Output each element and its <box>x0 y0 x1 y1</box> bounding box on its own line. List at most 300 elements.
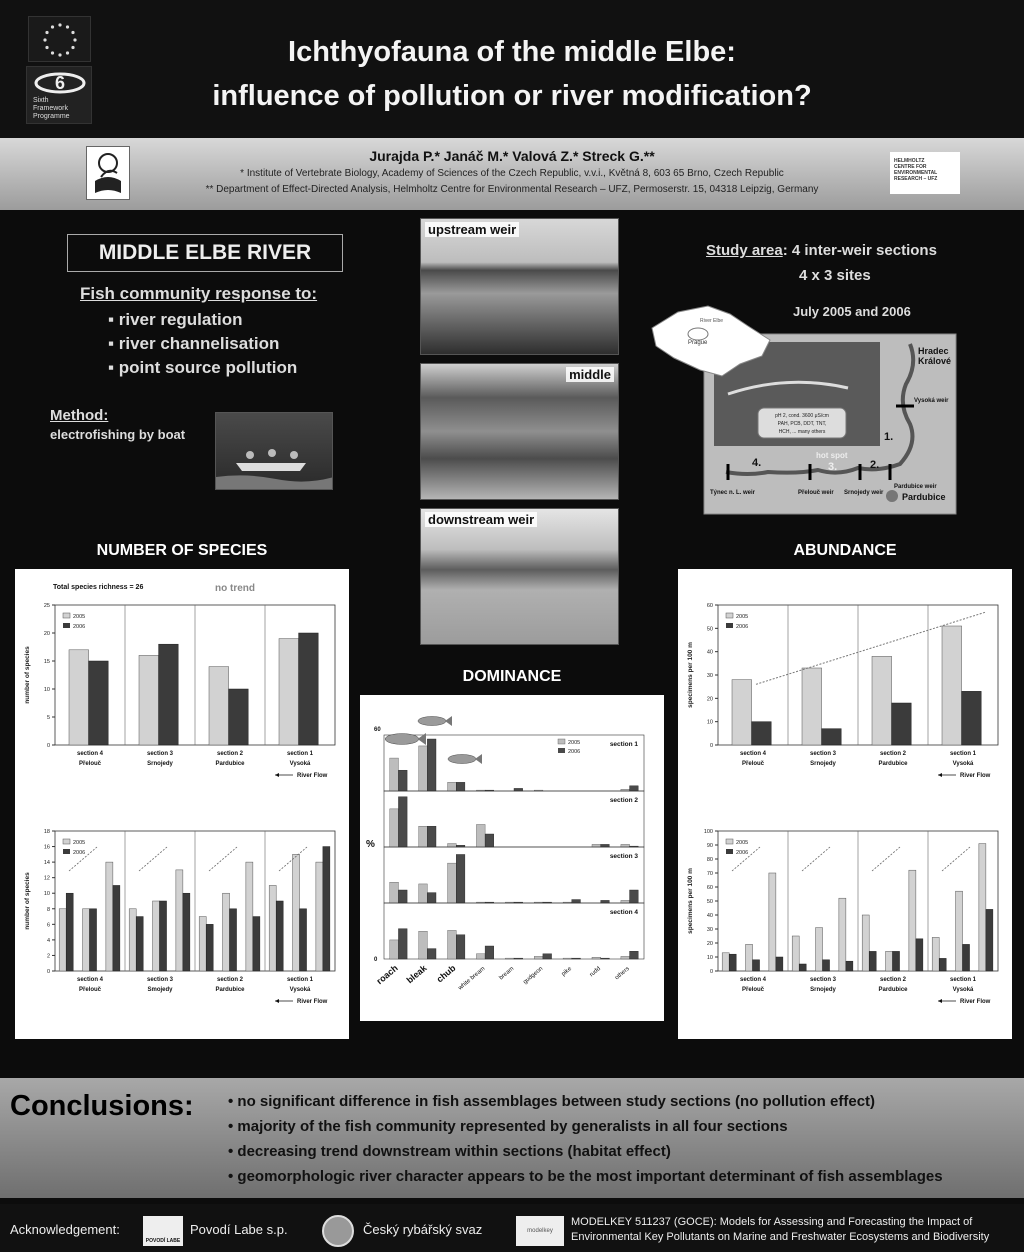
institute-logo <box>86 146 130 200</box>
dominance-chart-svg <box>360 695 664 1021</box>
fp6-text-3: Programme <box>33 113 70 120</box>
species-bottom-category-label: section 4 <box>76 977 104 983</box>
abundance-bottom-bar-2005 <box>816 928 823 971</box>
species-bottom-bar-2006 <box>183 893 190 971</box>
helmholtz-text-1: HELMHOLTZ <box>894 158 925 164</box>
study-area-heading: Study area <box>706 242 783 259</box>
abundance-bottom-ylabel: specimens per 100 m <box>687 868 694 934</box>
abundance-bottom-ytick-label: 80 <box>706 857 713 863</box>
acknowledgement-label: Acknowledgement: <box>10 1222 120 1237</box>
dominance-bar-2006 <box>456 935 465 959</box>
species-top-category-label: section 1 <box>286 751 314 757</box>
species-bottom-sublabel: Vysoká <box>289 987 311 993</box>
dominance-panel-label: section 1 <box>609 741 638 748</box>
eu-star <box>43 38 46 41</box>
abundance-bottom-bar-2006 <box>916 939 923 971</box>
eu-star <box>66 25 69 28</box>
abundance-top-bar-2006 <box>752 722 772 745</box>
species-bottom-flow-arrowhead <box>275 999 279 1003</box>
dominance-legend-2005: 2005 <box>568 740 581 746</box>
svaz-logo <box>322 1215 354 1247</box>
dominance-category-label: bleak <box>404 962 429 986</box>
species-top-bar-2006 <box>89 661 109 745</box>
species-charts-svg <box>15 569 349 1039</box>
dominance-panel-label: section 2 <box>609 797 638 804</box>
dominance-bar-2006 <box>543 954 552 959</box>
modelkey-logo <box>516 1216 564 1246</box>
species-bottom-ytick-label: 0 <box>46 969 50 975</box>
dominance-heading: DOMINANCE <box>462 668 562 685</box>
dominance-bar-2006 <box>398 770 407 791</box>
dominance-legend-2006: 2006 <box>568 749 581 755</box>
abundance-top-category-label: section 1 <box>949 751 977 757</box>
dominance-bar-2006 <box>572 900 581 903</box>
abundance-bottom-category-label: section 4 <box>739 977 767 983</box>
abundance-top-ytick-label: 50 <box>706 626 713 633</box>
modelkey-text <box>571 1215 989 1245</box>
dominance-bar-2005 <box>534 956 543 959</box>
species-bottom-bar-2005 <box>246 862 253 971</box>
study-sites: 4 x 3 sites <box>799 267 871 284</box>
species-bottom-bar-2005 <box>316 862 323 971</box>
species-top-bar-2005 <box>279 639 299 745</box>
species-bottom-bar-2005 <box>153 901 160 971</box>
dominance-bar-2006 <box>601 900 610 903</box>
species-bottom-legend-2006: 2006 <box>73 850 86 856</box>
abundance-bottom-bar-2006 <box>986 909 993 971</box>
povodi-logo <box>143 1216 183 1246</box>
upstream-weir-label: upstream weir <box>425 222 519 237</box>
downstream-weir-label: downstream weir <box>425 512 537 527</box>
abundance-top-sublabel: Vysoká <box>952 761 974 767</box>
dominance-bar-2006 <box>427 893 436 903</box>
abundance-heading: ABUNDANCE <box>793 542 897 559</box>
species-bottom-ytick-label: 18 <box>43 829 50 835</box>
authors-band <box>0 138 1024 210</box>
species-bottom-bar-2005 <box>83 909 90 971</box>
species-no-trend: no trend <box>215 583 255 594</box>
species-bottom-legend-swatch-2006 <box>63 849 70 854</box>
abundance-bottom-ytick-label: 20 <box>706 941 713 947</box>
abundance-bottom-bar-2005 <box>909 870 916 971</box>
map-pollution-note-3: HCH, ... many others <box>778 429 826 435</box>
abundance-bottom-legend-2006: 2006 <box>736 850 749 856</box>
species-bottom-sublabel: Pardubice <box>215 987 245 993</box>
dominance-bar-2005 <box>390 758 399 791</box>
abundance-bottom-trend-arrow <box>872 847 900 871</box>
abundance-bottom-category-label: section 3 <box>809 977 837 983</box>
species-top-sublabel: Přelouč <box>78 761 102 767</box>
eu-star <box>51 51 54 54</box>
dominance-bar-2005 <box>476 824 485 847</box>
middle-photo <box>420 363 619 500</box>
dominance-bar-2005 <box>448 930 457 959</box>
map-section-4: 4. <box>752 457 762 469</box>
species-top-ytick-label: 25 <box>43 603 50 609</box>
species-bottom-ytick-label: 14 <box>43 860 50 867</box>
response-item-2: ▪ river channelisation <box>108 334 280 353</box>
species-top-ytick-label: 10 <box>43 687 50 693</box>
abundance-bottom-bar-2006 <box>753 960 760 971</box>
helmholtz-text-3: ENVIRONMENTAL <box>894 170 938 176</box>
poster-title <box>120 30 904 118</box>
species-bottom-legend-swatch-2005 <box>63 839 70 844</box>
species-top-bar-2006 <box>159 644 179 745</box>
helmholtz-text-2: CENTRE FOR <box>894 164 927 170</box>
number-of-species-heading: NUMBER OF SPECIES <box>96 542 268 559</box>
eu-star <box>45 31 48 34</box>
fp6-swirl-icon <box>33 71 87 95</box>
dominance-bar-2006 <box>456 782 465 791</box>
species-bottom-sublabel: Smojedy <box>147 987 173 993</box>
dominance-ylabel: % <box>366 839 375 850</box>
modelkey-logo-text: modelkey <box>527 1228 553 1234</box>
fp6-text-1: Sixth <box>33 97 49 104</box>
abundance-bottom-bar-2006 <box>776 957 783 971</box>
abundance-top-legend-2005: 2005 <box>736 614 749 620</box>
species-top-ytick-label: 20 <box>43 631 50 637</box>
species-bottom-ytick-label: 4 <box>46 937 50 944</box>
dominance-bar-2005 <box>476 954 485 959</box>
abundance-panel <box>678 569 1012 1039</box>
abundance-bottom-bar-2005 <box>956 891 963 971</box>
abundance-top-flow-label: River Flow <box>960 773 991 779</box>
abundance-bottom-bar-2006 <box>939 958 946 971</box>
species-top-bar-2006 <box>299 633 319 745</box>
abundance-bottom-ytick-label: 50 <box>706 899 713 905</box>
dominance-bar-2005 <box>448 844 457 847</box>
eu-stars-icon <box>29 17 92 63</box>
abundance-bottom-bar-2005 <box>932 937 939 971</box>
species-bottom-bar-2005 <box>199 917 206 971</box>
dominance-bar-2006 <box>398 929 407 959</box>
response-heading: Fish community response to: <box>80 284 318 303</box>
abundance-bottom-flow-label: River Flow <box>960 999 991 1005</box>
dominance-bar-2006 <box>427 826 436 847</box>
abundance-bottom-bar-2006 <box>846 961 853 971</box>
abundance-bottom-ytick-label: 70 <box>706 871 713 877</box>
study-area-text: : 4 inter-weir sections <box>782 242 937 259</box>
abundance-bottom-sublabel: Srnojedy <box>810 987 836 993</box>
dominance-bar-2006 <box>630 890 639 903</box>
species-bottom-ylabel: number of species <box>24 872 31 930</box>
species-bottom-bar-2005 <box>269 885 276 971</box>
electrofishing-photo <box>215 412 333 490</box>
boat-icon <box>216 413 333 490</box>
abundance-bottom-bar-2006 <box>823 960 830 971</box>
dominance-bar-2006 <box>572 958 581 959</box>
dominance-bar-2005 <box>419 931 428 959</box>
povodi-logo-text: POVODÍ LABE <box>145 1238 181 1244</box>
species-top-bar-2005 <box>139 655 159 745</box>
helmholtz-text-4: RESEARCH – UFZ <box>894 176 938 182</box>
map-hot-spot: hot spot <box>816 451 848 460</box>
abundance-bottom-bar-2006 <box>869 951 876 971</box>
map-tynec: Týnec n. L. weir <box>710 490 756 496</box>
species-bottom-bar-2006 <box>230 909 237 971</box>
dominance-ymin-label: 0 <box>374 957 378 963</box>
abundance-top-category-label: section 2 <box>879 751 907 757</box>
species-bottom-ytick-label: 16 <box>43 844 50 851</box>
abundance-top-ytick-label: 20 <box>706 696 713 703</box>
species-bottom-sublabel: Přelouč <box>78 987 102 993</box>
abundance-bottom-sublabel: Přelouč <box>741 987 765 993</box>
map-srnojedy: Srnojedy weir <box>844 490 884 496</box>
species-top-category-label: section 3 <box>146 751 174 757</box>
affiliation-2: ** Department of Effect-Directed Analysis, Helmholtz Centre for Environmental Research – UFZ, Permoserstr. 15, 04318 Leipzig, Germany <box>205 184 819 195</box>
species-top-category-label: section 4 <box>76 751 104 757</box>
species-bottom-bar-2005 <box>223 893 230 971</box>
species-bottom-bar-2005 <box>129 909 136 971</box>
dominance-panel <box>360 695 664 1021</box>
middle-elbe-box: MIDDLE ELBE RIVER <box>67 234 343 272</box>
bleak-fish-icon <box>418 717 446 726</box>
species-bottom-bar-2006 <box>66 893 73 971</box>
study-map-svg <box>648 304 958 516</box>
modelkey-line-1: MODELKEY 511237 (GOCE): Models for Assessing and Forecasting the Impact of <box>571 1216 973 1228</box>
dominance-bar-2006 <box>398 797 407 847</box>
species-bottom-bar-2006 <box>276 901 283 971</box>
species-bottom-ytick-label: 10 <box>43 891 50 898</box>
species-bottom-category-label: section 1 <box>286 977 314 983</box>
dominance-panel-label: section 3 <box>609 853 638 860</box>
abundance-top-bar-2006 <box>892 703 912 745</box>
abundance-bottom-category-label: section 1 <box>949 977 977 983</box>
study-date: July 2005 and 2006 <box>793 304 911 319</box>
dominance-bar-2005 <box>621 900 630 903</box>
dominance-bar-2005 <box>592 957 601 959</box>
fp6-logo <box>26 66 92 124</box>
dominance-bar-2005 <box>419 826 428 847</box>
abundance-bottom-ytick-label: 30 <box>706 927 713 933</box>
eu-star <box>51 25 54 28</box>
dominance-bar-2005 <box>390 809 399 847</box>
affiliation-1: * Institute of Vertebrate Biology, Academy of Sciences of the Czech Republic, v.v.i., Květná 8, 603 65 Brno, Czech Republic <box>240 168 784 179</box>
species-top-flow-arrowhead <box>275 773 279 777</box>
abundance-top-ytick-label: 10 <box>706 719 713 726</box>
species-top-ytick-label: 5 <box>46 715 50 721</box>
species-top-category-label: section 2 <box>216 751 244 757</box>
bleak-fish-icon-tail <box>445 716 452 726</box>
map-hradec: Hradec <box>918 346 949 356</box>
response-item-3: ▪ point source pollution <box>108 358 298 377</box>
fish-book-icon <box>87 147 129 199</box>
study-area-line1 <box>706 242 937 259</box>
abundance-bottom-bar-2005 <box>886 951 893 971</box>
dominance-ymax-label: 60 <box>374 727 381 733</box>
species-top-ytick-label: 0 <box>46 743 50 749</box>
abundance-bottom-bar-2006 <box>963 944 970 971</box>
abundance-charts-svg <box>678 569 1012 1039</box>
chub-fish-icon <box>448 755 476 764</box>
dominance-legend-swatch-2006 <box>558 748 565 753</box>
species-bottom-bar-2005 <box>106 862 113 971</box>
species-bottom-ytick-label: 12 <box>43 875 50 882</box>
abundance-bottom-legend-swatch-2005 <box>726 839 733 844</box>
abundance-top-category-label: section 4 <box>739 751 767 757</box>
species-bottom-flow-label: River Flow <box>297 999 328 1005</box>
dominance-bar-2006 <box>427 739 436 791</box>
dominance-bar-2005 <box>419 746 428 791</box>
map-pardubice: Pardubice <box>902 492 946 502</box>
povodi-name: Povodí Labe s.p. <box>190 1222 288 1237</box>
svg-text:6: 6 <box>55 73 66 93</box>
abundance-top-bar-2005 <box>732 680 752 745</box>
dominance-bar-2005 <box>621 956 630 959</box>
conclusion-item-1: • no significant difference in fish assemblages between study sections (no pollution effect) <box>228 1093 876 1110</box>
dominance-legend-swatch-2005 <box>558 739 565 744</box>
response-list <box>108 308 297 380</box>
abundance-bottom-ytick-label: 10 <box>706 955 713 961</box>
species-top-sublabel: Srnojedy <box>147 761 173 767</box>
species-bottom-ytick-label: 2 <box>46 953 50 960</box>
species-bottom-bar-2006 <box>90 909 97 971</box>
abundance-bottom-ytick-label: 100 <box>703 829 713 835</box>
fp6-text-2: Framework <box>33 105 69 112</box>
conclusion-item-2: • majority of the fish community represented by generalists in all four sections <box>228 1118 788 1135</box>
map-pollution-note-1: pH 2, cond. 3600 μS/cm <box>775 413 829 419</box>
abundance-bottom-ytick-label: 90 <box>706 843 713 849</box>
dominance-bar-2005 <box>448 863 457 903</box>
abundance-bottom-sublabel: Pardubice <box>878 987 908 993</box>
dominance-bar-2006 <box>485 834 494 847</box>
abundance-top-bar-2005 <box>802 668 822 745</box>
eu-star <box>45 46 48 49</box>
method-text: electrofishing by boat <box>50 427 186 442</box>
dominance-bar-2005 <box>448 782 457 791</box>
dominance-bar-2005 <box>592 844 601 847</box>
dominance-panel-label: section 4 <box>609 909 638 916</box>
map-pollution-note-2: PAH, PCB, DDT, TNT, <box>777 421 827 427</box>
abundance-top-flow-arrowhead <box>938 773 942 777</box>
authors-names: Jurajda P.* Janáč M.* Valová Z.* Streck G.** <box>369 148 655 164</box>
species-bottom-trend-arrow <box>209 847 237 871</box>
dominance-bar-2006 <box>427 949 436 959</box>
dominance-category-label: pike <box>560 965 574 978</box>
species-bottom-legend-2005: 2005 <box>73 840 86 846</box>
dominance-bar-2006 <box>514 788 523 791</box>
species-top-sublabel: Vysoká <box>289 761 311 767</box>
dominance-bar-2005 <box>621 844 630 847</box>
abundance-top-legend-swatch-2006 <box>726 623 733 628</box>
abundance-top-ytick-label: 60 <box>706 603 713 609</box>
species-top-legend-swatch-2006 <box>63 623 70 628</box>
abundance-bottom-sublabel: Vysoká <box>952 987 974 993</box>
chub-fish-icon-tail <box>475 754 482 764</box>
species-panel <box>15 569 349 1039</box>
species-top-ylabel: number of species <box>24 646 31 704</box>
abundance-bottom-legend-2005: 2005 <box>736 840 749 846</box>
abundance-top-ytick-label: 30 <box>706 673 713 679</box>
conclusions-title: Conclusions: <box>10 1090 194 1122</box>
species-top-legend-2005: 2005 <box>73 614 86 620</box>
eu-star <box>71 46 74 49</box>
abundance-top-sublabel: Přelouč <box>741 761 765 767</box>
svaz-name: Český rybářský svaz <box>363 1222 483 1237</box>
conclusion-item-3: • decreasing trend downstream within sections (habitat effect) <box>228 1143 671 1160</box>
species-top-legend-swatch-2005 <box>63 613 70 618</box>
map-section-1: 1. <box>884 431 894 443</box>
species-bottom-bar-2006 <box>113 885 120 971</box>
title-line-1: Ichthyofauna of the middle Elbe: <box>288 36 736 68</box>
abundance-top-legend-2006: 2006 <box>736 624 749 630</box>
dominance-category-label: others <box>614 965 631 982</box>
abundance-bottom-ytick-label: 60 <box>706 885 713 891</box>
dominance-category-label: chub <box>434 962 458 985</box>
modelkey-line-2: Environmental Key Pollutants on Marine and Freshwater Ecosystems and Biodiversity <box>571 1231 990 1243</box>
abundance-top-category-label: section 3 <box>809 751 837 757</box>
abundance-bottom-bar-2005 <box>979 844 986 971</box>
dominance-category-label: roach <box>374 962 400 987</box>
dominance-bar-2005 <box>505 958 514 959</box>
species-top-bar-2006 <box>229 689 249 745</box>
abundance-top-bar-2006 <box>962 691 982 745</box>
dominance-bar-2005 <box>563 958 572 959</box>
abundance-bottom-bar-2005 <box>792 936 799 971</box>
map-pardubice-weir: Pardubice weir <box>894 484 937 490</box>
dominance-bar-2006 <box>601 958 610 959</box>
dominance-category-label: rudd <box>588 965 602 979</box>
species-bottom-bar-2006 <box>206 924 213 971</box>
abundance-top-bar-2006 <box>822 729 842 745</box>
species-top-bar-2005 <box>69 650 89 745</box>
map-section-2: 2. <box>870 459 880 471</box>
abundance-bottom-bar-2006 <box>729 954 736 971</box>
species-top-sublabel: Pardubice <box>215 761 245 767</box>
eu-star <box>66 51 69 54</box>
abundance-bottom-bar-2005 <box>722 953 729 971</box>
abundance-top-ylabel: specimens per 100 m <box>687 642 694 708</box>
species-top-legend-2006: 2006 <box>73 624 86 630</box>
species-bottom-bar-2005 <box>176 870 183 971</box>
dominance-bar-2005 <box>419 884 428 903</box>
upstream-weir-photo <box>420 218 619 355</box>
species-top-bar-2005 <box>209 667 229 745</box>
abundance-bottom-bar-2006 <box>799 964 806 971</box>
abundance-bottom-bar-2005 <box>839 898 846 971</box>
species-bottom-bar-2005 <box>293 854 300 971</box>
conclusion-item-4: • geomorphologic river character appears to be the most important determinant of fish assemblages <box>228 1168 943 1185</box>
map-river-elbe: River Elbe <box>700 318 724 324</box>
eu-flag-logo <box>28 16 91 62</box>
species-bottom-bar-2005 <box>59 909 66 971</box>
middle-label: middle <box>566 367 614 382</box>
abundance-bottom-bar-2006 <box>893 951 900 971</box>
abundance-bottom-flow-arrowhead <box>938 999 942 1003</box>
abundance-bottom-bar-2005 <box>746 944 753 971</box>
study-map <box>648 304 958 516</box>
abundance-top-legend-swatch-2005 <box>726 613 733 618</box>
abundance-top-ytick-label: 40 <box>706 649 713 656</box>
species-top-flow-label: River Flow <box>297 773 328 779</box>
dominance-bar-2006 <box>485 946 494 959</box>
dominance-bar-2005 <box>390 940 399 959</box>
abundance-top-ytick-label: 0 <box>709 743 713 749</box>
species-bottom-category-label: section 2 <box>216 977 244 983</box>
method-heading: Method: <box>50 407 109 424</box>
eu-star <box>58 23 61 26</box>
abundance-bottom-legend-swatch-2006 <box>726 849 733 854</box>
dominance-category-label: bream <box>498 965 516 982</box>
abundance-top-sublabel: Srnojedy <box>810 761 836 767</box>
dominance-bar-2005 <box>390 882 399 903</box>
dominance-bar-2006 <box>514 958 523 959</box>
dominance-bar-2006 <box>630 951 639 959</box>
map-prelouc: Přelouč weir <box>798 490 834 496</box>
dominance-bar-2006 <box>456 854 465 903</box>
eu-star <box>71 31 74 34</box>
dominance-category-label: gudgeon <box>522 965 545 986</box>
